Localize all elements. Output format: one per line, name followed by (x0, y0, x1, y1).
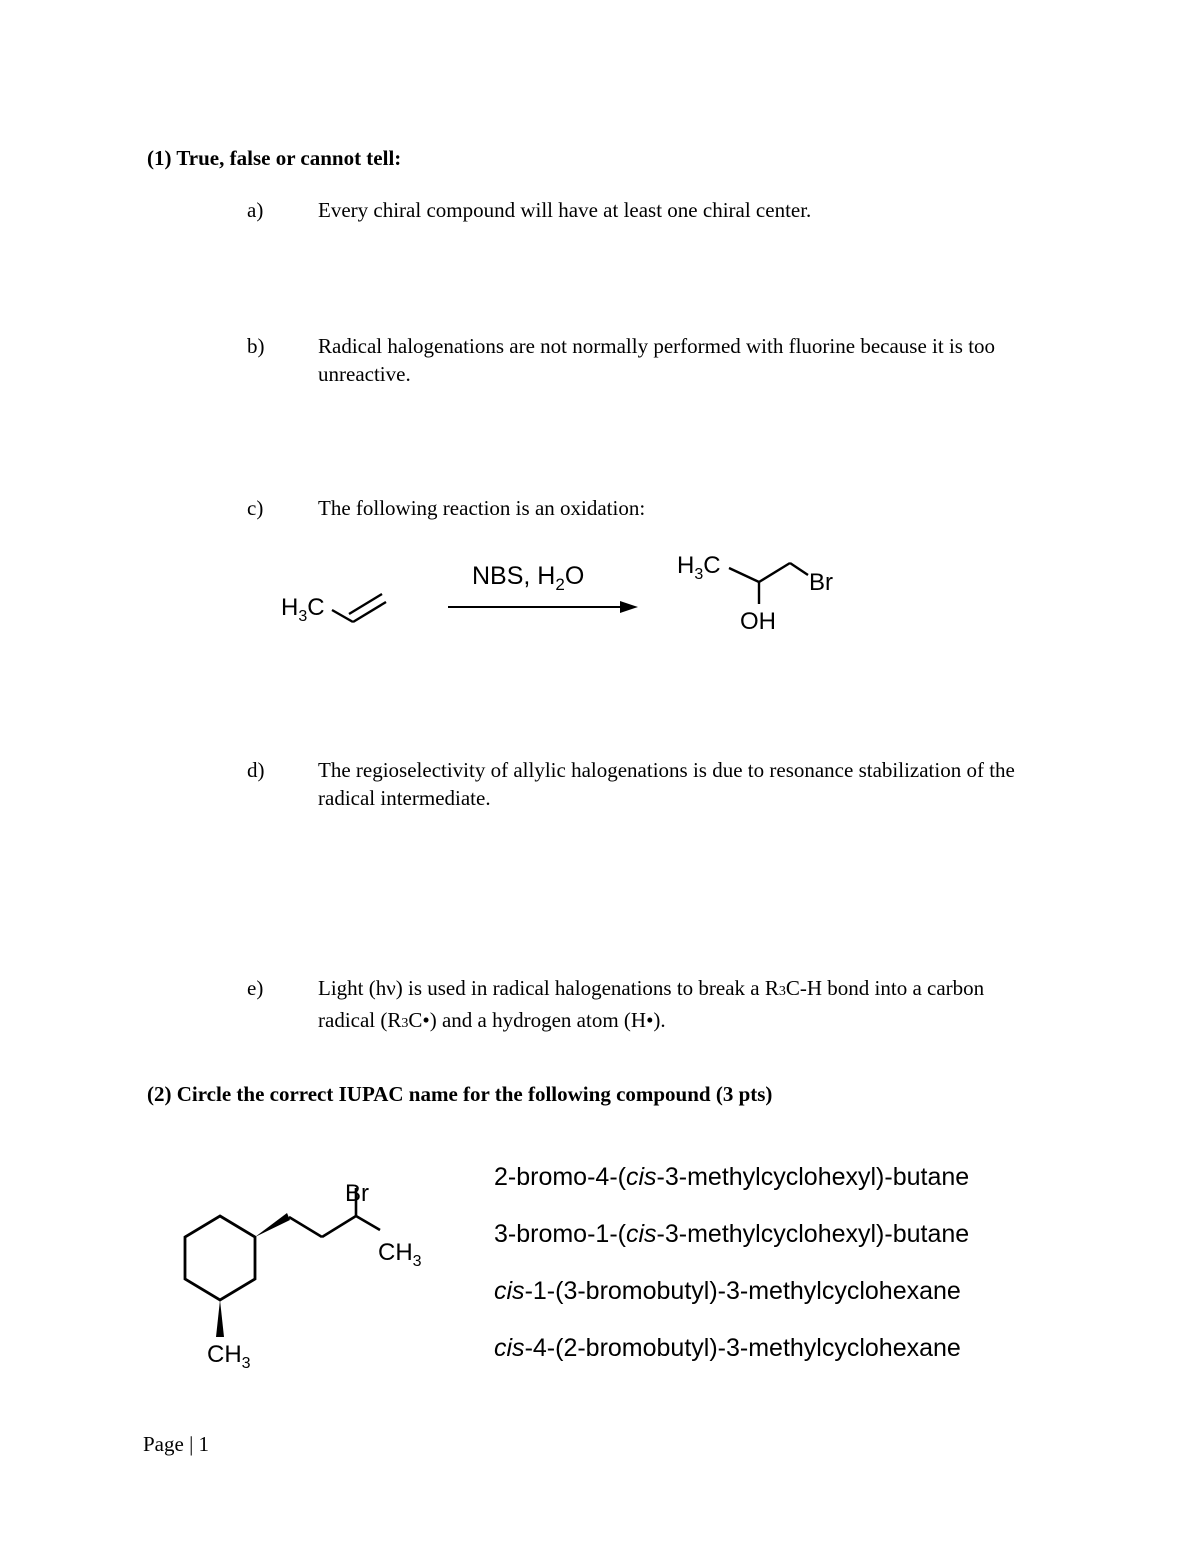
wedge-bond-chain (255, 1213, 290, 1237)
option-4[interactable]: cis-4-(2-bromobutyl)-3-methylcyclohexane (494, 1334, 961, 1362)
item-d-text: The regioselectivity of allylic halogenations is due to resonance stabilization of the radical intermediate. (318, 758, 1015, 810)
item-d-letter: d) (247, 758, 265, 782)
item-c-letter: c) (247, 496, 264, 520)
cyclohexane-ring (185, 1216, 255, 1300)
reaction-scheme (0, 0, 1200, 700)
product-br-label: Br (809, 569, 833, 596)
item-a-text: Every chiral compound will have at least one chiral center. (318, 198, 812, 222)
reactant-single-bond (332, 610, 353, 622)
reagent-label: NBS, $H_2O$ (472, 562, 585, 594)
item-e-text: Light (hν) is used in radical halogenations to break a R3C-H bond into a carbon radical (R3C•) and a hydrogen atom (H•). (318, 976, 985, 1032)
product-methyl-label: $H_3C$ (677, 552, 721, 583)
item-b-letter: b) (247, 334, 265, 358)
item-a-letter: a) (247, 198, 264, 222)
product-bond-3 (790, 563, 808, 575)
page-number: Page | 1 (143, 1432, 210, 1456)
option-1[interactable]: 2-bromo-4-(cis-3-methylcyclohexyl)-butane (494, 1163, 970, 1191)
reactant-double-bond-2 (349, 594, 382, 614)
reactant-double-bond-1 (353, 602, 386, 622)
item-c-text: The following reaction is an oxidation: (318, 496, 646, 520)
option-2[interactable]: 3-bromo-1-(cis-3-methylcyclohexyl)-butane (494, 1220, 970, 1248)
product-bond-1 (729, 568, 759, 582)
reactant-methyl-label: $H_3C$ (281, 594, 325, 625)
br-label: Br (345, 1180, 369, 1207)
wedge-bond-methyl (216, 1300, 224, 1337)
product-bond-2 (759, 563, 790, 582)
question-2-heading: (2) Circle the correct IUPAC name for the following compound (3 pts) (147, 1082, 773, 1106)
option-3[interactable]: cis-1-(3-bromobutyl)-3-methylcyclohexane (494, 1277, 961, 1305)
item-e-letter: e) (247, 976, 264, 1000)
chain-bond-1 (289, 1217, 322, 1237)
chain-bond-ch3 (356, 1216, 380, 1230)
reaction-arrow-head (620, 601, 638, 613)
ch3-right-label: $CH_3$ (378, 1239, 422, 1270)
ch3-bottom-label: $CH_3$ (207, 1341, 251, 1372)
item-b-text: Radical halogenations are not normally performed with fluorine because it is too unreactive. (318, 334, 996, 386)
chain-bond-2 (322, 1216, 356, 1237)
product-oh-label: OH (740, 608, 776, 635)
question-1-heading: (1) True, false or cannot tell: (147, 146, 402, 170)
compound-structure (0, 1150, 480, 1410)
